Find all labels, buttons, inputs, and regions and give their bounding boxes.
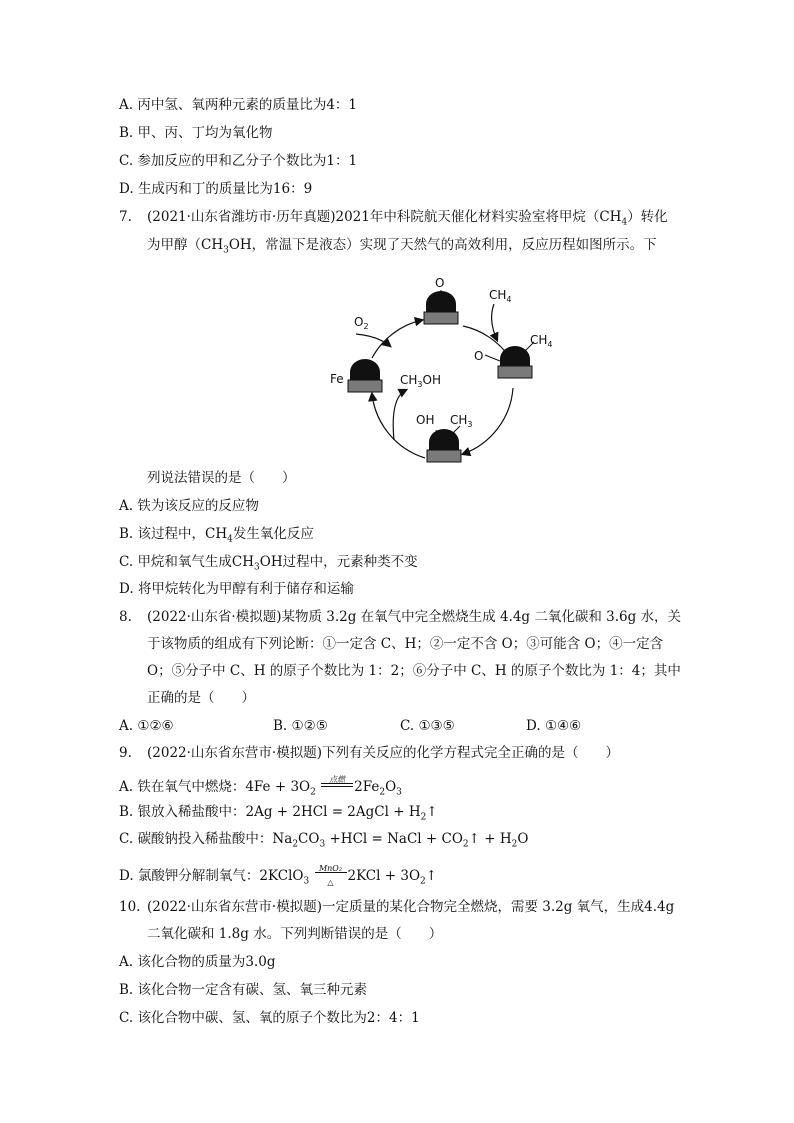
catalyst-site-top bbox=[424, 290, 458, 324]
option-letter: A. bbox=[119, 97, 134, 113]
reaction-condition: 点燃 bbox=[320, 775, 354, 793]
catalyst-site-left bbox=[348, 359, 382, 392]
label-ch3-bottom: $CH_3$ bbox=[450, 413, 473, 429]
q9-number: 9. bbox=[119, 745, 132, 761]
q7-option-b: B. 该过程中，$CH_4$发生氧化反应 bbox=[119, 526, 314, 545]
ch3oh-output-arrow bbox=[393, 390, 406, 440]
option-letter: C. bbox=[119, 1010, 134, 1026]
q9-option-c: C. 碳酸钠投入稀盐酸中：$Na_2CO_3 +HCl$ = NaCl + $CO_2↑ + H_2O$ bbox=[119, 831, 529, 850]
option-text: 甲、丙、丁均为氧化物 bbox=[137, 125, 273, 141]
option-letter: C. bbox=[119, 831, 134, 847]
q10-stem-line2: 二氧化碳和 1.8g 水。下列判断错误的是（ ） bbox=[147, 926, 443, 942]
label-o-right: O bbox=[474, 349, 484, 363]
option-letter: D. bbox=[119, 868, 134, 884]
option-text: 铁为该反应的反应物 bbox=[137, 498, 259, 514]
q7-number: 7. bbox=[119, 209, 132, 225]
option-text: 丙中氢、氧两种元素的质量比为4：1 bbox=[137, 97, 358, 113]
option-letter: D. bbox=[119, 581, 134, 597]
q8-stem-line1: (2022·山东省·模拟题)某物质 3.2g 在氧气中完全燃烧生成 4.4g 二氧化碳和 3.6g 水，关 bbox=[147, 609, 682, 625]
ch4-input-arrow bbox=[492, 304, 497, 340]
catalyst-site-right bbox=[485, 342, 534, 378]
option-text: 该化合物的质量为3.0g bbox=[137, 954, 276, 970]
option-text: 该化合物一定含有碳、氢、氧三种元素 bbox=[137, 982, 368, 998]
option-letter: A. bbox=[119, 498, 134, 514]
q10-option-b bbox=[119, 981, 367, 999]
option-letter: A. bbox=[119, 718, 134, 734]
q6-option-a bbox=[119, 96, 357, 114]
q7-option-d bbox=[119, 580, 354, 598]
option-letter: B. bbox=[119, 804, 134, 820]
q8-option-d bbox=[526, 717, 581, 735]
q9-option-b: B. 银放入稀盐酸中：2Ag + 2HCl = 2AgCl + $H_2↑$ bbox=[119, 804, 438, 823]
q10-option-c bbox=[119, 1009, 420, 1027]
q10-number: 10. bbox=[119, 899, 141, 915]
q9-option-d: D. 氯酸钾分解制氧气：2KClO$_3$ MnO₂ △ $2KCl + 3O_2↑$ bbox=[119, 864, 438, 887]
option-text: 将甲烷转化为甲醇有利于储存和运输 bbox=[137, 581, 354, 597]
q8-option-c bbox=[400, 717, 455, 735]
option-letter: A. bbox=[119, 954, 134, 970]
option-letter: B. bbox=[119, 125, 134, 141]
option-letter: D. bbox=[119, 181, 134, 197]
q6-option-b bbox=[119, 124, 273, 142]
q9-stem-line1: (2022·山东省东营市·模拟题)下列有关反应的化学方程式完全正确的是（ ） bbox=[147, 745, 619, 761]
q8-option-b bbox=[273, 717, 328, 735]
label-o-top: O bbox=[435, 276, 445, 290]
option-letter: B. bbox=[119, 526, 134, 542]
label-ch3oh: $CH_3OH$ bbox=[400, 373, 441, 389]
q7-stem-line3: 列说法错误的是（ ） bbox=[147, 470, 296, 486]
option-letter: C. bbox=[119, 554, 134, 570]
q10-stem-line1: (2022·山东省东营市·模拟题)一定质量的某化合物完全燃烧，需要 3.2g 氧气，生成4.4g bbox=[147, 899, 675, 915]
q7-option-c: C. 甲烷和氧气生成$CH_3OH$过程中，元素种类不变 bbox=[119, 554, 418, 573]
q9-option-a: A. 铁在氧气中燃烧：$4Fe + 3O_2$ 点燃 $2Fe_2O_3$ bbox=[119, 775, 402, 798]
q8-option-a bbox=[119, 717, 174, 735]
option-letter: C. bbox=[400, 718, 415, 734]
option-text: 参加反应的甲和乙分子个数比为1：1 bbox=[137, 153, 358, 169]
q7-text: 2021年中科院航天催化材料实验室将甲烷（CH bbox=[335, 209, 622, 225]
q8-stem-line4: 正确的是（ ） bbox=[147, 690, 255, 706]
option-letter: A. bbox=[119, 779, 134, 795]
q8-number: 8. bbox=[119, 609, 132, 625]
q8-stem-line3: O；⑤分子中 C、H 的原子个数比为 1：2；⑥分子中 C、H 的原子个数比为 1：4；其中 bbox=[147, 663, 681, 679]
option-text: ①②⑥ bbox=[137, 718, 174, 734]
catalyst-site-bottom bbox=[427, 426, 461, 462]
q7-option-a bbox=[119, 497, 259, 515]
reaction-cycle-diagram bbox=[320, 268, 560, 468]
label-o2: $O_2$ bbox=[354, 315, 369, 331]
option-letter: B. bbox=[119, 982, 134, 998]
option-text: 生成丙和丁的质量比为16：9 bbox=[137, 181, 313, 197]
label-ch4-right: $CH_4$ bbox=[530, 333, 553, 349]
reaction-condition: MnO₂ △ bbox=[314, 864, 348, 882]
q7-source: (2021·山东省潍坊市·历年真题) bbox=[147, 209, 336, 225]
option-letter: B. bbox=[273, 718, 288, 734]
label-oh: OH bbox=[416, 413, 435, 427]
q6-option-d bbox=[119, 180, 312, 198]
option-letter: C. bbox=[119, 153, 134, 169]
q7-stem-line1: (2021·山东省潍坊市·历年真题)2021年中科院航天催化材料实验室将甲烷$(CH_4)$转化 bbox=[147, 209, 668, 228]
option-text: 该化合物中碳、氢、氧的原子个数比为2：4：1 bbox=[137, 1010, 420, 1026]
label-fe: Fe bbox=[330, 372, 344, 386]
q7-stem-line2: 为甲醇（$CH_3OH$，常温下是液态）实现了天然气的高效利用，反应历程如图所示。下 bbox=[147, 237, 657, 256]
label-ch4-top: $CH_4$ bbox=[489, 288, 512, 304]
option-text: ①④⑥ bbox=[544, 718, 582, 734]
q10-option-a bbox=[119, 953, 275, 971]
option-letter: D. bbox=[526, 718, 541, 734]
q6-option-c bbox=[119, 152, 357, 170]
q8-stem-line2: 于该物质的组成有下列论断：①一定含 C、H；②一定不含 O；③可能含 O；④一定含 bbox=[147, 636, 664, 652]
option-text: ①②⑤ bbox=[291, 718, 328, 734]
option-text: ①③⑤ bbox=[418, 718, 455, 734]
